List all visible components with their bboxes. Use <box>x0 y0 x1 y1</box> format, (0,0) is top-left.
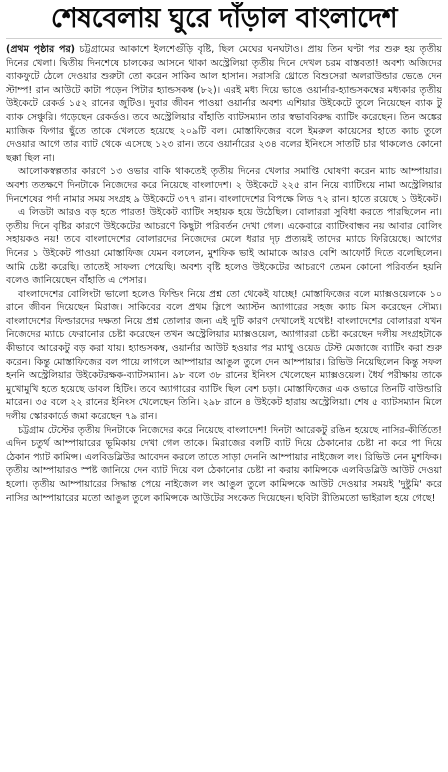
article-body <box>6 43 442 765</box>
article-paragraph: বাংলাদেশের বোলিংটা ভালো হলেও ফিল্ডিং নিয়ে প্রশ্ন তো থেকেই যাচ্ছে! মোস্তাফিজের বলে ম্যাক্সওয়েলকে ১০ রানে জীবন দিয়েছেন মিরাজ। সাকিবের বলে প্রথম স্লিপে অ্যাস্টন অ্যাগারের সহজ ক্যাচ মিস করেছেন সৌম্য। বাংলাদেশের ফিল্ডারদের দক্ষতা নিয়ে প্রশ্ন তোলার জন্য এই দুটি কারণ দেখালেই যথেষ্ট! বাংলাদেশের বোলাররা যখন নিজেদের ম্যাচে ফেরানোর চেষ্টা করেছেন তখন অস্ট্রেলিয়ার ম্যাক্সওয়েল, অ্যাগাররা চেষ্টা করেছেন দলীয় সংগ্রহটাকে কীভাবে আরেকটু বড় করা যায়। হ্যান্ডসকম্ব, ওয়ার্নার আউট হওয়ার পর ম্যাথু ওয়েড টেস্ট মেজাজে ব্যাটিং করা শুরু করেন। কিন্তু মোস্তাফিজের বল পায়ে লাগলে আম্পায়ার আঙুল তুলে দেন আম্পায়ার। রিভিউ নিয়েছিলেন কিন্তু সফল হননি অস্ট্রেলিয়ার উইকেটরক্ষক-ব্যাটসম্যান। ৯৮ বলে ৩৮ রানের ইনিংস খেলেছেন ম্যাক্সওয়েল। ধৈর্য পরীক্ষায় তাকে মুখোমুখি হতে হয়েছে ডাবল হিটিং। তবে অ্যাগারের ব্যাটিং ছিল বেশ চড়া। মোস্তাফিজের এক ওভারে তিনটি বাউন্ডারি মারেন। ৩৫ বলে ২২ রানের ইনিংস খেলেছেন তিনি। ২৯৮ রানে ৪ উইকেট হারায় অস্ট্রেলিয়া। শেষ ৫ ব্যাটসম্যান মিলে দলীয় স্কোরকার্ডে জমা করেছেন ৭৯ রান। <box>6 288 442 423</box>
article-paragraph: আলোকস্বল্পতার কারণে ১৩ ওভার বাকি থাকতেই তৃতীয় দিনের খেলার সমাপ্তি ঘোষণা করেন ম্যাচ আম্পায়ার। অবশ্য ততক্ষণে দিনটাকে নিজেদের করে নিয়েছে বাংলাদেশ। ২ উইকেটে ২২৫ রান নিয়ে ব্যাটিংয়ে নামা অস্ট্রেলিয়ার দিনশেষের পর্দা নামার সময় সংগ্রহ ৯ উইকেটে ৩৭৭ রান। বাংলাদেশের বিপক্ষে লিড ৭২ রান। হাতে রয়েছে ১ উইকেট। <box>6 166 442 205</box>
article-paragraph: চট্টগ্রাম টেস্টের তৃতীয় দিনটাকে নিজেদের করে নিয়েছে বাংলাদেশ! দিনটা আরেকটু রঙিন হয়েছে নাসির-কীর্তিতে! এদিন চতুর্থ আম্পায়ারের ভূমিকায় দেখা গেল তাকে। মিরাজের বলটি ব্যাট দিয়ে ঠেকানোর চেষ্টা না করে পা দিয়ে ঠেকান প্যাট কামিন্স। এলবিডব্লিউর আবেদন করলে তাতে সাড়া দেননি আম্পায়ার নাইজেল লং। রিভিউ নেন মুশফিক। তৃতীয় আম্পায়ারও স্পষ্ট জানিয়ে দেন ব্যাট দিয়ে বল ঠেকানোর চেষ্টা না করায় কামিন্সকে এলবিডব্লিউ আউট দেওয়া হলো। তৃতীয় আম্পায়ারের সিদ্ধান্ত পেয়ে নাইজেল লং আঙুল তুলে কামিন্সকে আউট দেওয়ার সময়ই 'দুষ্টুমি' করে নাসির আম্পায়ারের মতো আঙুল তুলে কামিন্সকে আউটের সংকেত দিয়েছেন। ছবিটা রীতিমতো ভাইরাল হয়ে গেছে! <box>6 424 442 504</box>
continued-label: (প্রথম পৃষ্ঠার পর) <box>6 44 76 55</box>
article-paragraph <box>6 43 442 165</box>
article-paragraph: এ লিডটা আরও বড় হতে পারত! উইকেট ব্যাটিং সহায়ক হয়ে উঠেছিল। বোলাররা সুবিধা করতে পারছিলেন না। তৃতীয় দিনে বৃষ্টির কারণে উইকেটের আচরণে কিছুটা পরিবর্তন দেখা গেল। একেবারে ব্যাটিংবান্ধব নয় আবার বোলিং সহায়কও নয়! তবে বাংলাদেশের বোলারদের নিজেদের মেলে ধরার দৃঢ় প্রত্যয়ই তাদের ম্যাচে ফিরিয়েছে। আগের দিনের ১ উইকেট পাওয়া মোস্তাফিজ যেমন বললেন, মুশফিক ভাই আমাকে আরও বেশি আফোর্ট দিতে বলেছিলেন। আমি চেষ্টা করেছি। তাতেই সাফল্য পেয়েছি। অবশ্য বৃষ্টি হলেও উইকেটের আচরণে তেমন কোনো পরিবর্তন হয়নি বলেও জানিয়েছেন বাঁহাতি এ পেসার। <box>6 207 442 287</box>
paragraph-text: চট্টগ্রামের আকাশে ইলশেগুঁড়ি বৃষ্টি, ছিল মেঘের ঘনঘটাও। প্রায় তিন ঘণ্টা পর শুরু হয় তৃতীয় দিনের খেলা। দ্বিতীয় দিনশেষে চালকের আসনে থাকা অস্ট্রেলিয়া তৃতীয় দিনে দেখল চরম বাস্তবতা! অবশ্য অজিদের ব্যাকফুটে ঠেলে দেওয়ার শুরুটা তো করেন সাকিব আল হাসান। সরাসরি থ্রোতে বিশুসেরা অলরাউন্ডার ভেঙে দেন স্টাম্প! রান আউটে কাটা পড়েন পিটার হ্যান্ডসকম্ব (৮২)। এরই মধ্য দিয়ে ভাঙে ওয়ার্নার-হ্যান্ডসকম্বের মধ্যকার তৃতীয় উইকেটে রেকর্ড ১৫২ রানের জুটিও। দুবার জীবন পাওয়া ওয়ার্নার অবশ্য এশিয়ার উইকেটে তুলে নিয়েছেন ব্যাক টু ব্যাক সেঞ্চুরি। গড়েছেন রেকর্ডও। তবে অস্ট্রেলিয়ার বাঁহাতি ব্যাটসম্যান তার স্বভাববিরুদ্ধ ব্যাটিং করেছেন। তিন অঙ্কের ম্যাজিক ফিগার ছুঁতে তাকে খেলতে হয়েছে ২০৯টি বল। মোস্তাফিজের বলে ইমরুল কায়েসের হাতে ক্যাচ তুলে দেওয়ার আগে তার ব্যাট থেকে এসেছে ১২৩ রান। তবে ওয়ার্নারের ২৩৪ বলের ইনিংসে সাতটি চার থাকলেও কোনো ছক্কা ছিল না। <box>6 44 442 164</box>
article-headline: শেষবেলায় ঘুরে দাঁড়াল বাংলাদেশ <box>6 2 442 39</box>
